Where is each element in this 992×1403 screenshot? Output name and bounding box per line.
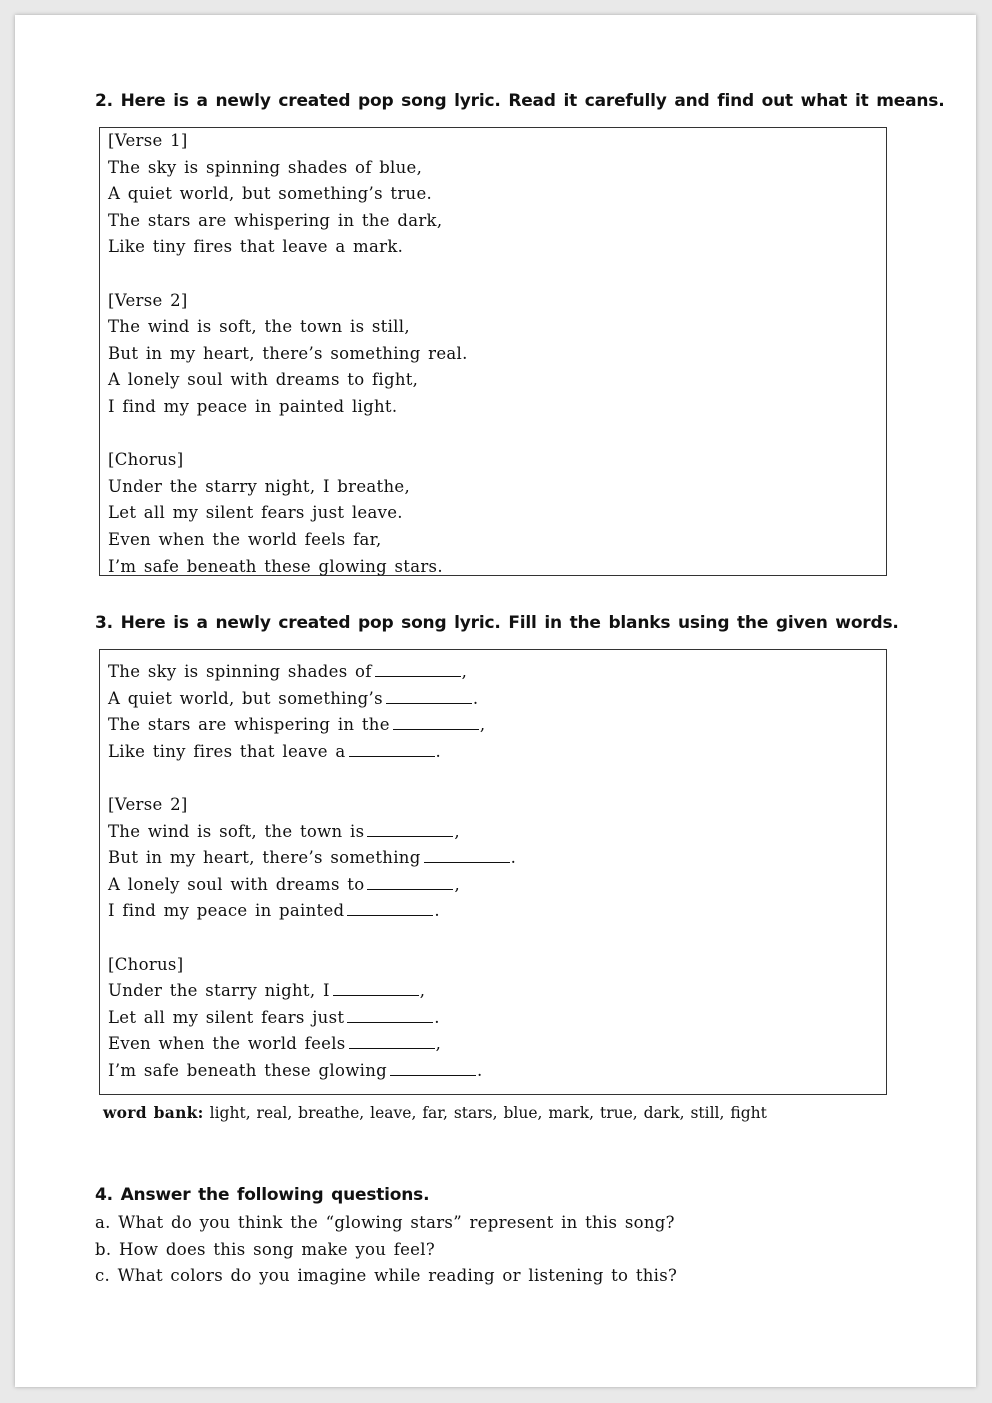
q3-fill-line: A quiet world, but something’s . bbox=[108, 686, 878, 713]
q2-verse2-line: A lonely soul with dreams to fight, bbox=[108, 370, 419, 390]
q3-fill-line: I’m safe beneath these glowing . bbox=[108, 1058, 878, 1085]
q4-question-b: b. How does this song make you feel? bbox=[95, 1240, 435, 1259]
q3-fill-line: The wind is soft, the town is , bbox=[108, 819, 878, 846]
q2-chorus-line: I’m safe beneath these glowing stars. bbox=[108, 556, 443, 576]
answer-blank[interactable] bbox=[375, 659, 461, 677]
q3-heading: 3. Here is a newly created pop song lyric. Fill in the blanks using the given words. bbox=[95, 613, 899, 633]
q3-chorus-title: [Chorus] bbox=[108, 954, 184, 974]
answer-blank[interactable] bbox=[333, 978, 419, 996]
q3-fill-line: A lonely soul with dreams to , bbox=[108, 872, 878, 899]
q3-fill-line: Under the starry night, I , bbox=[108, 978, 878, 1005]
q2-verse2-line: But in my heart, there’s something real. bbox=[108, 343, 468, 363]
word-bank-words: light, real, breathe, leave, far, stars, blue, mark, true, dark, still, fight bbox=[209, 1104, 767, 1122]
q2-verse2-line: I find my peace in painted light. bbox=[108, 396, 398, 416]
q2-verse1-line: The sky is spinning shades of blue, bbox=[108, 157, 423, 177]
q4-heading: 4. Answer the following questions. bbox=[95, 1185, 430, 1205]
answer-blank[interactable] bbox=[347, 1005, 433, 1023]
word-bank-label: word bank: bbox=[103, 1103, 204, 1122]
q2-lyrics-box bbox=[99, 127, 887, 576]
q2-chorus-line: Even when the world feels far, bbox=[108, 529, 382, 549]
q2-verse2-line: The wind is soft, the town is still, bbox=[108, 317, 410, 337]
q3-fill-box bbox=[99, 649, 887, 1095]
worksheet-page bbox=[15, 15, 976, 1387]
q2-verse1-line: The stars are whispering in the dark, bbox=[108, 210, 443, 230]
q3-fill-line: I find my peace in painted . bbox=[108, 898, 878, 925]
q3-fill-line: Like tiny fires that leave a . bbox=[108, 739, 878, 766]
answer-blank[interactable] bbox=[367, 872, 453, 890]
answer-blank[interactable] bbox=[424, 845, 510, 863]
q2-verse1-line: A quiet world, but something’s true. bbox=[108, 184, 433, 204]
q2-heading: 2. Here is a newly created pop song lyric. Read it carefully and find out what it means. bbox=[95, 91, 945, 111]
answer-blank[interactable] bbox=[347, 898, 433, 916]
answer-blank[interactable] bbox=[386, 686, 472, 704]
q3-fill-line: Even when the world feels , bbox=[108, 1031, 878, 1058]
answer-blank[interactable] bbox=[367, 819, 453, 837]
q2-chorus-title: [Chorus] bbox=[108, 450, 184, 470]
q3-fill-line: But in my heart, there’s something . bbox=[108, 845, 878, 872]
q4-question-a: a. What do you think the “glowing stars” represent in this song? bbox=[95, 1213, 675, 1232]
answer-blank[interactable] bbox=[349, 739, 435, 757]
q3-fill-line: Let all my silent fears just . bbox=[108, 1005, 878, 1032]
q3-fill-line: The sky is spinning shades of , bbox=[108, 659, 878, 686]
q2-chorus-line: Let all my silent fears just leave. bbox=[108, 503, 403, 523]
q3-verse2-title: [Verse 2] bbox=[108, 794, 188, 814]
answer-blank[interactable] bbox=[390, 1058, 476, 1076]
q2-verse1-line: Like tiny fires that leave a mark. bbox=[108, 237, 404, 257]
q2-chorus-line: Under the starry night, I breathe, bbox=[108, 476, 411, 496]
word-bank bbox=[103, 1103, 767, 1122]
q4-question-c: c. What colors do you imagine while reading or listening to this? bbox=[95, 1266, 678, 1285]
q3-fill-line: The stars are whispering in the , bbox=[108, 712, 878, 739]
q2-verse2-title: [Verse 2] bbox=[108, 290, 188, 310]
answer-blank[interactable] bbox=[393, 712, 479, 730]
q2-verse1-title: [Verse 1] bbox=[108, 131, 188, 150]
answer-blank[interactable] bbox=[349, 1031, 435, 1049]
